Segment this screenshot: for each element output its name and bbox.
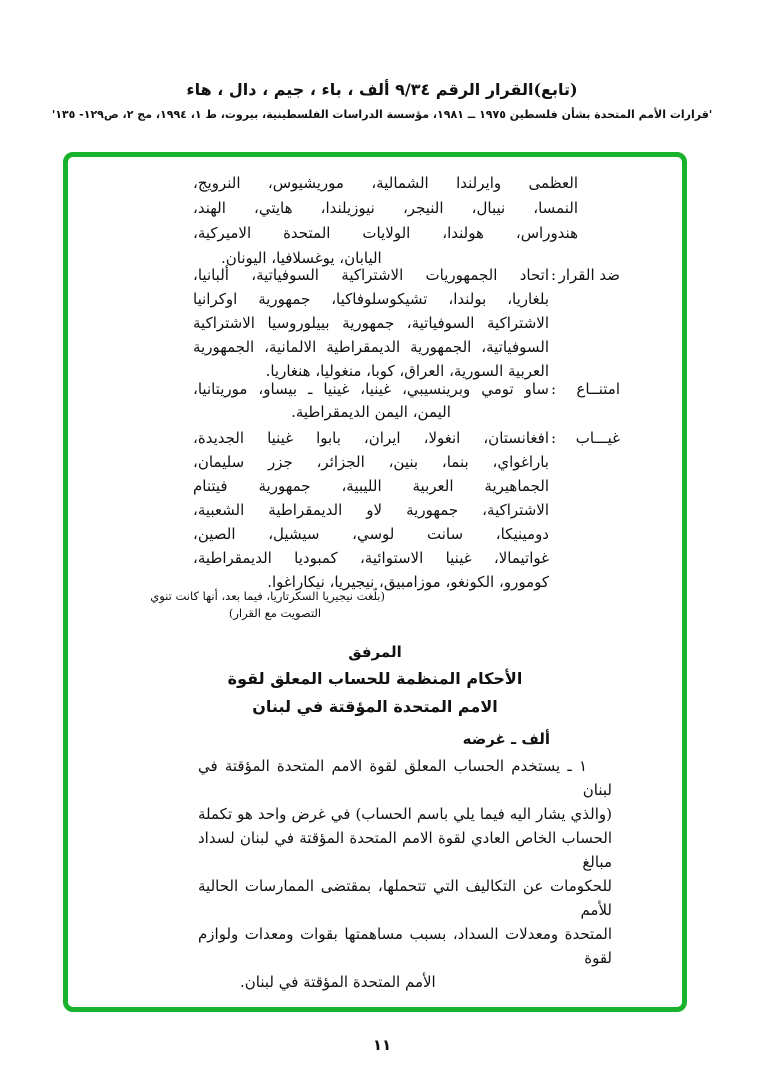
text-line: العربية السورية، العراق، كوبا، منغوليا، هنغاريا. (265, 362, 549, 380)
text-line: هندوراس، هولندا، الولايات المتحدة الاميركية، (193, 224, 578, 242)
text-line: باراغواي، بنما، بنين، الجزائر، جزر سليمان، (193, 453, 549, 471)
label-text: غيـــاب (575, 429, 620, 447)
label-colon: : (551, 380, 557, 398)
vote-abstain-list (193, 378, 549, 424)
page-number: ١١ (372, 1036, 392, 1054)
text-line: التصويت مع القرار) (228, 606, 322, 620)
text-line: الحساب الخاص العادي لقوة الامم المتحدة المؤقتة في لبنان لسداد مبالغ (198, 829, 612, 871)
label-text: امتنــاع (576, 380, 620, 398)
citation-line: 'قرارات الأمم المتحدة بشأن فلسطين ١٩٧٥ ــ ١٩٨١، مؤسسة الدراسات الفلسطينية، بيروت، ط ١، ١٩٩٤، مج ٢، ص١٢٩- ١٣٥' (51, 108, 713, 121)
text-line: الاشتراكية، جمهورية لاو الديمقراطية الشعبية، (193, 501, 549, 519)
text-line: افغانستان، انغولا، ايران، بابوا غينيا الجديدة، (193, 429, 549, 447)
text-line: كومورو، الكونغو، موزامبيق، نيجيريا، نيكاراغوا. (267, 573, 549, 591)
label-colon: : (551, 429, 557, 447)
text-line: الاشتراكية السوفياتية، جمهورية بييلوروسيا الاشتراكية (193, 314, 549, 332)
text-line: الأمم المتحدة المؤقتة في لبنان. (240, 973, 436, 991)
label-colon: : (551, 266, 557, 284)
vote-against-label (549, 263, 620, 383)
text-line: الجماهيرية العربية الليبية، جمهورية فيتنام (193, 477, 549, 495)
annex-subtitle-line1: الأحكام المنظمة للحساب المعلق لقوة (227, 669, 523, 688)
text-line: العظمى وايرلندا الشمالية، موريشيوس، النرويج، (193, 174, 578, 192)
text-line: (والذي يشار اليه فيما يلي باسم الحساب) في غرض واحد هو تكملة (198, 805, 612, 823)
text-line: بلغاريا، بولندا، تشيكوسلوفاكيا، جمهورية اوكرانيا (193, 290, 549, 308)
secretariat-note (150, 588, 385, 622)
purpose-paragraph (198, 754, 612, 994)
vote-against-list (193, 263, 549, 383)
resolution-title: (تابع)القرار الرقم ٩/٣٤ ألف ، باء ، جيم ، دال ، هاء (186, 80, 578, 99)
vote-absent-label (549, 426, 620, 594)
section-a-heading: ألف ـ غرضه (462, 730, 550, 748)
vote-absent-list (193, 426, 549, 594)
vote-against-block (193, 263, 620, 383)
text-line: اليابان، يوغسلافيا، اليونان. (221, 249, 382, 267)
annex-heading: المرفق (348, 643, 402, 661)
vote-abstain-label (549, 378, 620, 424)
text-line: اتحاد الجمهوريات الاشتراكية السوفياتية، ألبانيا، (193, 266, 549, 284)
text-line: (بلّغت نيجيريا السكرتاريا، فيما بعد، أنها كانت تنوي (150, 589, 385, 603)
text-line: النمسا، نيبال، النيجر، نيوزيلندا، هايتي، الهند، (193, 199, 578, 217)
text-line: غواتيمالا، غينيا الاستوائية، كمبوديا الديمقراطية، (193, 549, 549, 567)
text-line: ساو تومي وبرينسيبي، غينيا، غينيا ـ بيساو، موريتانيا، (193, 380, 549, 398)
text-line: دومينيكا، سانت لوسي، سيشيل، الصين، (193, 525, 549, 543)
vote-abstain-block (193, 378, 620, 424)
annex-subtitle-line2: الامم المتحدة المؤقتة في لبنان (252, 697, 498, 716)
text-line: المتحدة ومعدلات السداد، بسبب مساهمتها بقوات ومعدات ولوازم لقوة (198, 925, 612, 967)
text-line: للحكومات عن التكاليف التي تتحملها، بمقتضى الممارسات الحالية للأمم (198, 877, 612, 919)
text-line: ١ ـ يستخدم الحساب المعلق لقوة الامم المتحدة المؤقتة في لبنان (198, 757, 612, 799)
vote-for-continuation-list (193, 171, 578, 271)
vote-absent-block (193, 426, 620, 594)
text-line: اليمن، اليمن الديمقراطية. (291, 403, 451, 421)
label-text: ضد القرار (558, 266, 620, 284)
text-line: السوفياتية، الجمهورية الديمقراطية الالمانية، الجمهورية (193, 338, 549, 356)
